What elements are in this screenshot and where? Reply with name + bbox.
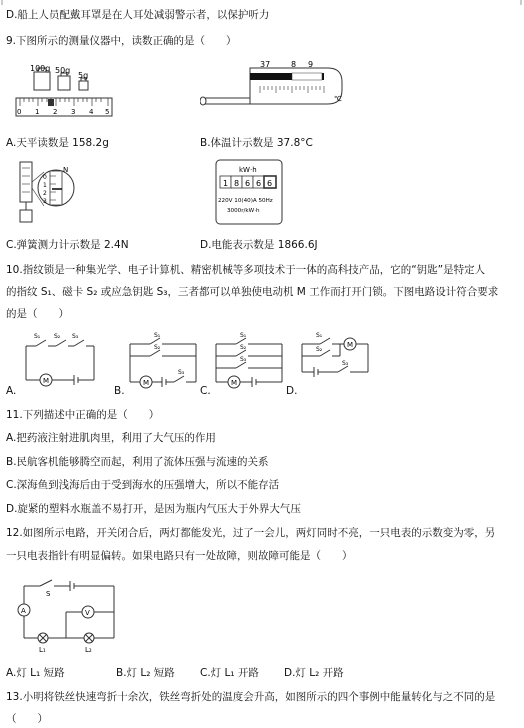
svg-text:S₃: S₃ — [72, 333, 79, 340]
svg-text:V: V — [85, 609, 90, 617]
q12-stem-line1: 12.如图所示电路，开关闭合后，两灯都能发光，过了一会儿，两灯同时不亮，一只电表的示数变为零，另 — [6, 527, 496, 539]
meter-spec-1: 220V 10(40)A 50Hz — [218, 198, 273, 204]
svg-text:3: 3 — [43, 198, 47, 205]
svg-text:0: 0 — [43, 174, 47, 181]
q12-option-c[interactable]: C.灯 L₁ 开路 — [200, 667, 259, 679]
svg-text:5: 5 — [105, 108, 110, 116]
svg-text:S₃: S₃ — [178, 369, 185, 376]
thermo-tick-8: 8 — [291, 60, 297, 69]
q12-circuit-figure — [10, 576, 130, 658]
svg-text:S₁: S₁ — [154, 332, 161, 339]
q10-stem-line1: 10.指纹锁是一种集光学、电子计算机、精密机械等多项技术于一体的高科技产品，它的“钥匙”是特定人 — [6, 264, 486, 276]
circuit-c — [212, 330, 288, 390]
svg-text:S₃: S₃ — [240, 356, 247, 363]
svg-text:2: 2 — [53, 108, 58, 116]
q12-option-a[interactable]: A.灯 L₁ 短路 — [6, 667, 65, 679]
weight-label-5g: 5g — [78, 71, 89, 80]
circuit-a — [22, 332, 98, 388]
q9-option-c[interactable]: C.弹簧测力计示数是 2.4N — [6, 239, 129, 251]
energy-meter-figure — [214, 158, 286, 228]
q10-option-c-label[interactable]: C. — [200, 385, 211, 397]
previous-option-d: D.船上人员配戴耳罩是在人耳处减弱警示者，以保护听力 — [6, 9, 270, 21]
thermometer-figure — [200, 60, 348, 116]
weight-label-50g: 50g — [55, 66, 71, 75]
q12-option-b[interactable]: B.灯 L₂ 短路 — [116, 667, 175, 679]
q10-option-d-label[interactable]: D. — [286, 385, 298, 397]
svg-text:4: 4 — [89, 108, 94, 116]
svg-text:6: 6 — [267, 179, 273, 188]
svg-text:8: 8 — [234, 179, 240, 188]
rider-marker — [48, 99, 54, 106]
meter-spec-2: 3000r/kW·h — [227, 208, 260, 214]
weight-100g-icon — [34, 72, 50, 90]
lamp2-icon — [84, 633, 94, 643]
svg-text:M: M — [43, 377, 50, 385]
q9-option-d[interactable]: D.电能表示数是 1866.6J — [200, 239, 318, 251]
svg-text:1: 1 — [43, 182, 47, 189]
q11-option-c[interactable]: C.深海鱼到浅海后由于受到海水的压强增大，所以不能存活 — [6, 479, 280, 491]
balance-figure — [12, 62, 116, 124]
svg-text:1: 1 — [223, 179, 229, 188]
svg-text:S₂: S₂ — [240, 344, 247, 351]
circuit-d — [298, 330, 374, 380]
q11-option-d[interactable]: D.旋紧的塑料水瓶盖不易打开，是因为瓶内气压大于外界大气压 — [6, 503, 301, 515]
q10-option-a-label[interactable]: A. — [6, 385, 17, 397]
hanging-weight-icon — [20, 210, 32, 222]
svg-text:S₃: S₃ — [342, 360, 349, 367]
svg-text:S₁: S₁ — [316, 332, 323, 339]
svg-text:6: 6 — [256, 179, 262, 188]
lamp1-icon — [38, 633, 48, 643]
q11-option-a[interactable]: A.把药液注射进肌肉里，利用了大气压的作用 — [6, 432, 216, 444]
svg-text:3: 3 — [71, 108, 76, 116]
thermo-tick-37: 37 — [260, 60, 271, 69]
balance-beam-ruler — [16, 98, 112, 116]
lamp2-label: L₂ — [85, 646, 92, 654]
svg-text:S₂: S₂ — [54, 333, 61, 340]
spring-scale-figure — [14, 158, 78, 226]
switch-label: S — [46, 590, 51, 598]
q10-stem-line3: 的是（ ） — [6, 308, 69, 320]
svg-text:M: M — [231, 379, 238, 387]
svg-text:2: 2 — [43, 190, 47, 197]
svg-text:S₂: S₂ — [154, 344, 161, 351]
q11-stem: 11.下列描述中正确的是（ ） — [6, 409, 160, 421]
q9-stem: 9.下图所示的测量仪器中，读数正确的是（ ） — [6, 35, 237, 47]
q13-stem-line2: （ ） — [6, 713, 48, 725]
meter-unit: kW·h — [239, 166, 257, 174]
svg-text:S₁: S₁ — [240, 332, 247, 339]
weight-5g-icon — [79, 81, 88, 90]
weight-50g-icon — [58, 76, 70, 90]
svg-text:1: 1 — [35, 108, 40, 116]
page-crop-marks — [0, 0, 524, 6]
svg-text:6: 6 — [245, 179, 251, 188]
q12-option-d[interactable]: D.灯 L₂ 开路 — [284, 667, 344, 679]
svg-text:0: 0 — [17, 108, 22, 116]
thermo-tick-9: 9 — [308, 60, 314, 69]
q10-option-b-label[interactable]: B. — [114, 385, 125, 397]
lamp1-label: L₁ — [39, 646, 46, 654]
q11-option-b[interactable]: B.民航客机能够腾空而起，利用了流体压强与流速的关系 — [6, 456, 269, 468]
q9-option-b[interactable]: B.体温计示数是 37.8°C — [200, 137, 313, 149]
svg-text:A: A — [21, 607, 26, 615]
svg-text:N: N — [63, 166, 69, 174]
thermo-unit: ℃ — [334, 95, 342, 103]
svg-text:M: M — [347, 341, 354, 349]
circuit-b — [126, 330, 202, 390]
svg-text:S₁: S₁ — [34, 333, 41, 340]
q13-stem-line1: 13.小明将铁丝快速弯折十余次，铁丝弯折处的温度会升高，如图所示的四个事例中能量转化与之不同的是 — [6, 691, 496, 703]
weight-label-100g: 100g — [30, 64, 51, 73]
q10-stem-line2: 的指纹 S₁、磁卡 S₂ 或应急钥匙 S₃，三者都可以单独使电动机 M 工作而打开门锁。下图电路设计符合要求 — [6, 286, 499, 298]
svg-text:M: M — [143, 379, 150, 387]
q12-stem-line2: 一只电表指针有明显偏转。如果电路只有一处故障，则故障可能是（ ） — [6, 550, 353, 562]
q9-option-a[interactable]: A.天平读数是 158.2g — [6, 137, 109, 149]
svg-text:S₂: S₂ — [316, 346, 323, 353]
